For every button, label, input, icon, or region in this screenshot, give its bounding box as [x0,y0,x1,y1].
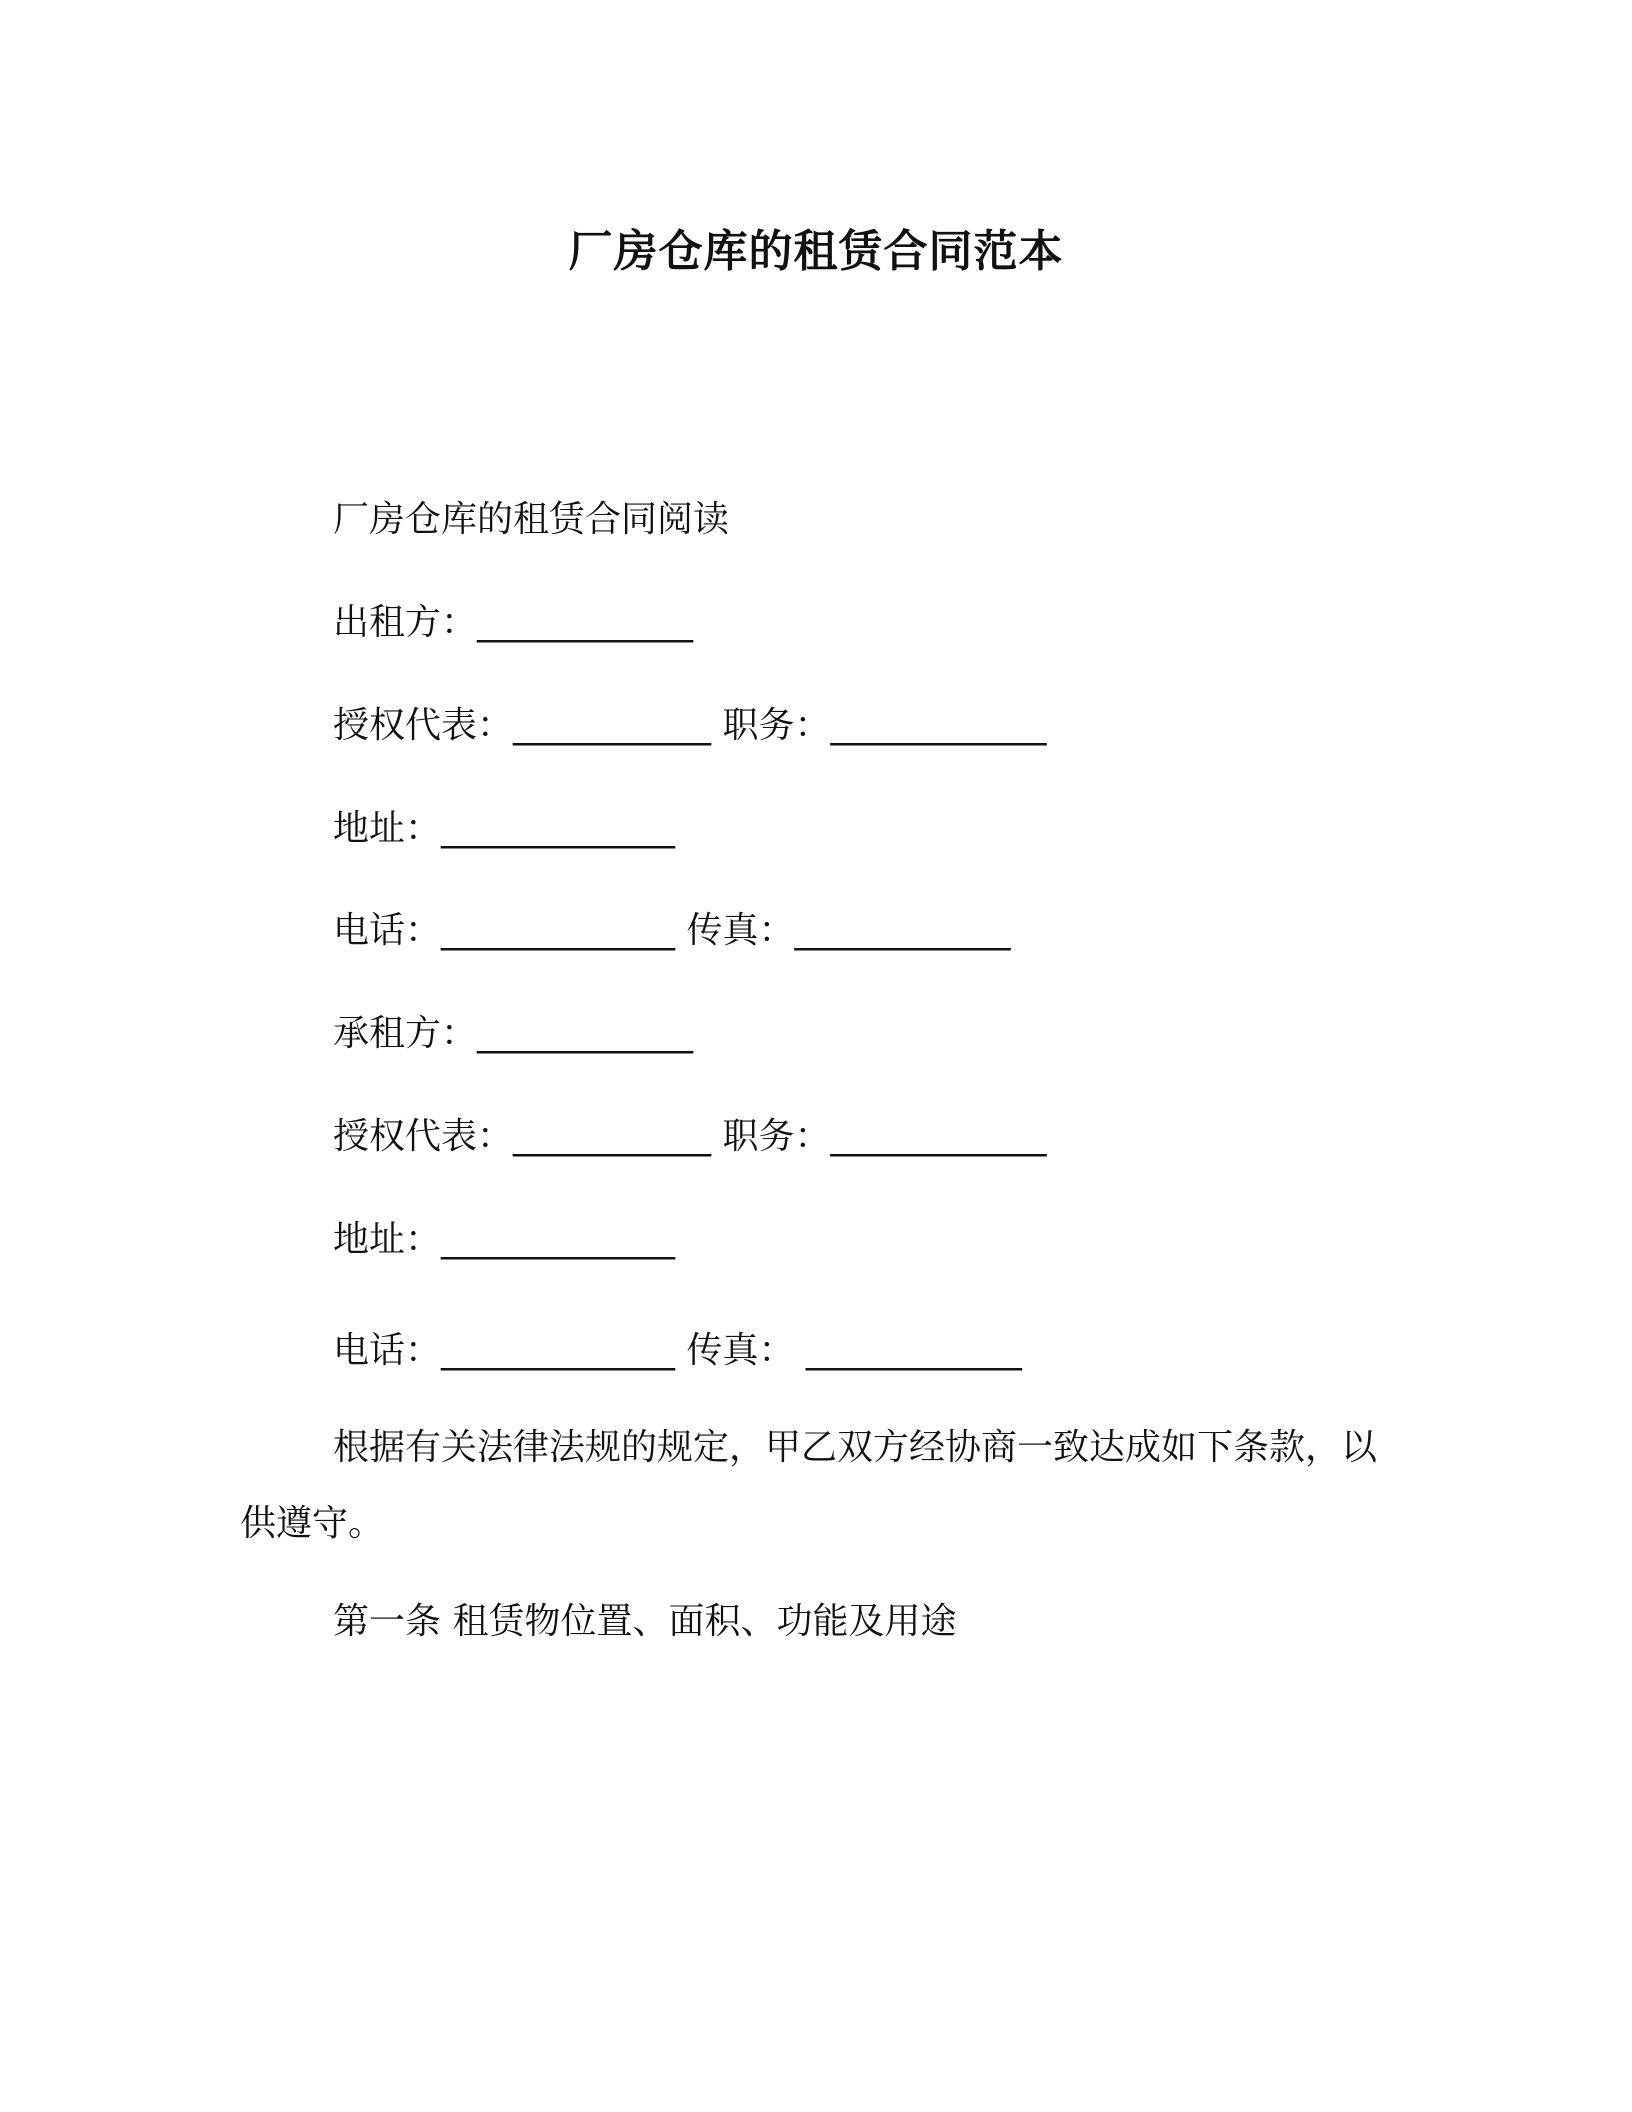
document-subtitle: 厂房仓库的租赁合同阅读 [333,499,730,540]
lessee-address-line: 地址：_____________ [333,1219,676,1260]
lessor-phone-fax-line: 电话：_____________ 传真：____________ [333,910,1011,951]
lessee-representative-line: 授权代表：___________ 职务：____________ [333,1116,1047,1157]
lessor-address-line: 地址：_____________ [333,808,676,849]
article-1-heading: 第一条 租赁物位置、面积、功能及用途 [333,1601,957,1642]
lessor-name-line: 出租方：____________ [333,602,694,643]
intro-paragraph: 根据有关法律法规的规定，甲乙双方经协商一致达成如下条款，以供遵守。 [240,1427,1378,1544]
lessor-representative-line: 授权代表：___________ 职务：____________ [333,705,1047,746]
document-title: 厂房仓库的租赁合同范本 [568,226,1064,277]
lessee-name-line: 承租方：____________ [333,1013,694,1054]
lessee-phone-fax-line: 电话：_____________ 传真： ____________ [333,1330,1022,1371]
